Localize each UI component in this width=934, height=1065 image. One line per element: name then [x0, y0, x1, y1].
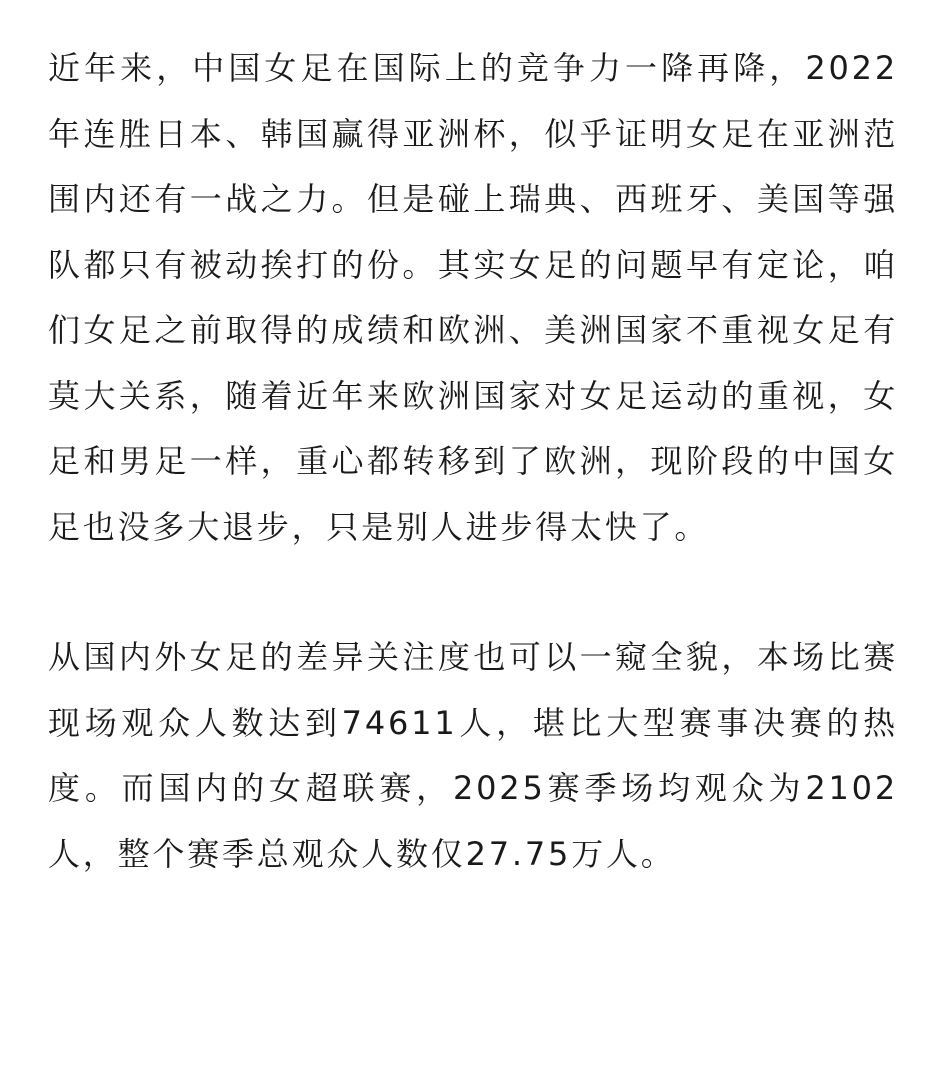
- article-paragraph: 从国内外女足的差异关注度也可以一窥全貌，本场比赛现场观众人数达到74611人，堪比大型赛事决赛的热度。而国内的女超联赛，2025赛季场均观众为2102人，整个赛季总观众人数仅27.75万人。: [48, 638, 898, 873]
- article-paragraph: 近年来，中国女足在国际上的竞争力一降再降，2022年连胜日本、韩国赢得亚洲杯，似乎证明女足在亚洲范围内还有一战之力。但是碰上瑞典、西班牙、美国等强队都只有被动挨打的份。其实女足的问题早有定论，咱们女足之前取得的成绩和欧洲、美洲国家不重视女足有莫大关系，随着近年来欧洲国家对女足运动的重视，女足和男足一样，重心都转移到了欧洲，现阶段的中国女足也没多大退步，只是别人进步得太快了。: [48, 49, 898, 546]
